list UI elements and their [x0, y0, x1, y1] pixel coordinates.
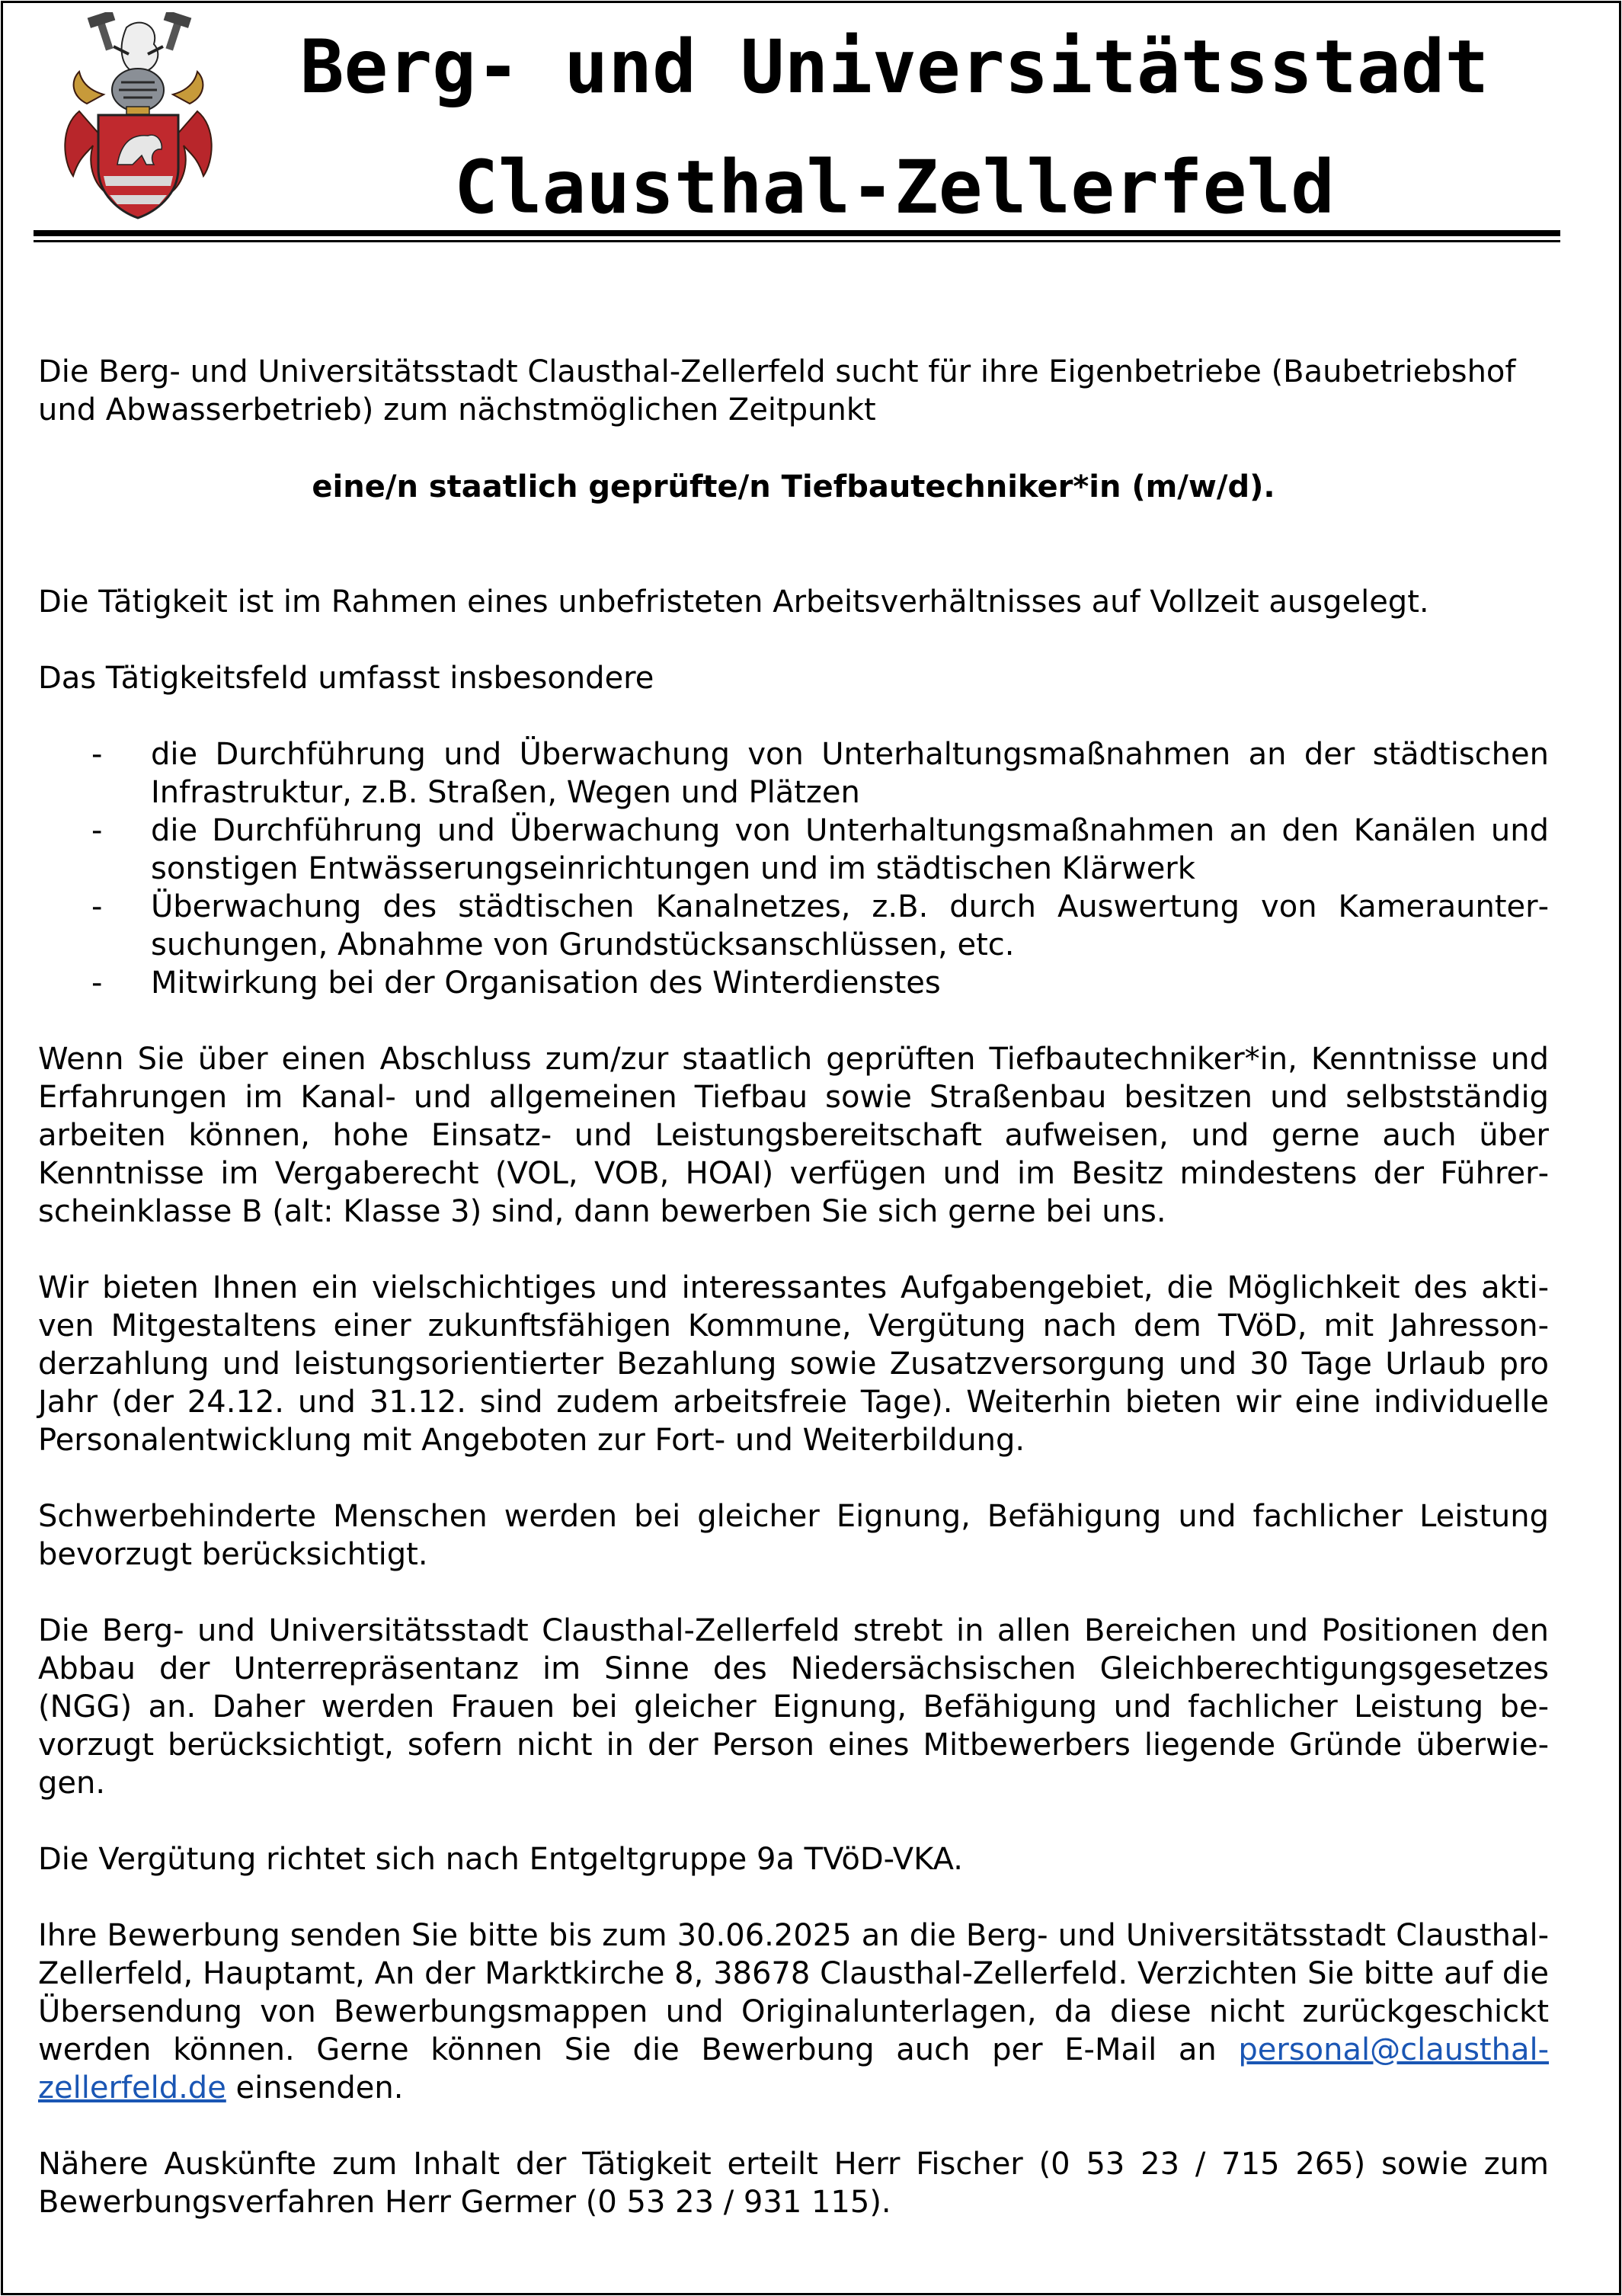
offer-paragraph: [38, 1269, 1549, 1459]
tasks-list-block: [38, 735, 1549, 1002]
task-text: die Durchführung und Überwachung von Unterhaltungsmaßnahmen an den Kanälen und sonstigen Entwässerungseinrichtungen und im städtischen Klärwerk: [151, 813, 1549, 886]
intro-text: Die Berg- und Universitätsstadt Clausthal-Zellerfeld sucht für ihre Eigenbetriebe (Baubetriebshof und Abwasserbetrieb) zum nächstmöglichen Zeitpunkt: [38, 354, 1516, 427]
disability-paragraph: [38, 1497, 1549, 1574]
tasks-intro-text: Das Tätigkeitsfeld umfasst insbesondere: [38, 661, 654, 696]
email-link[interactable]: personal@clausthal-zellerfeld.de: [38, 2032, 1550, 2105]
header-divider: [34, 230, 1560, 236]
application-suffix: einsenden.: [235, 2070, 404, 2105]
application-body: Ihre Bewerbung senden Sie bitte bis zum 30.06.2025 an die Berg- und Universitätsstadt Clausthal-Zellerfeld, Hauptamt, An der Marktkirche 8, 38678 Clausthal-Zellerfeld. Verzichten Sie bitte auf die Übersendung von Bewerbungsmappen und Originalunterlagen, da diese nicht zurückgeschickt werden können. Gerne können Sie die Bewerbung auch per E-Mail an: [38, 1918, 1549, 2067]
page-title-line-1: Berg- und Universitätsstadt: [299, 24, 1489, 110]
header-divider-thin: [34, 240, 1560, 242]
page-title-line-2: Clausthal-Zellerfeld: [454, 145, 1335, 230]
application-text: [38, 1917, 1549, 2107]
equality-paragraph: [38, 1612, 1549, 1802]
tasks-intro-paragraph: [38, 659, 1549, 697]
contact-paragraph: [38, 2145, 1549, 2221]
bullet-dash: -: [91, 813, 103, 848]
list-item: [38, 812, 1549, 888]
bullet-dash: -: [91, 737, 103, 772]
requirements-text: Wenn Sie über einen Abschluss zum/zur staatlich geprüften Tiefbautechniker*in, Kenntnisse und Erfahrungen im Kanal- und allgemeinen Tiefbau sowie Straßenbau besitzen und selbstständig arbeiten können, hohe Einsatz- und Leistungsbereitschaft aufweisen, und gerne auch über Kenntnisse im Vergaberecht (VOL, VOB, HOAI) verfügen und im Besitz mindestens der Führerscheinklasse B (alt: Klasse 3) sind, dann bewerben Sie sich gerne bei uns.: [38, 1042, 1549, 1229]
contact-text: Nähere Auskünfte zum Inhalt der Tätigkeit erteilt Herr Fischer (0 53 23 / 715 265) sowie zum Bewerbungsverfahren Herr Germer (0 53 23 / 931 115).: [38, 2147, 1549, 2220]
task-text: die Durchführung und Überwachung von Unterhaltungsmaßnahmen an der städtischen Infrastruktur, z.B. Straßen, Wegen und Plätzen: [151, 737, 1549, 810]
equality-text: Die Berg- und Universitätsstadt Clausthal-Zellerfeld strebt in allen Bereichen und Positionen den Abbau der Unterrepräsentanz im Sinne des Niedersächsischen Gleichberechtigungsgesetzes (NGG) an. Daher werden Frauen bei gleicher Eignung, Befähigung und fachlicher Leistung bevorzugt berücksichtigt, sofern nicht in der Person eines Mitbewerbers liegende Gründe überwiegen.: [38, 1613, 1549, 1801]
requirements-paragraph: [38, 1040, 1549, 1231]
application-paragraph: [38, 1917, 1549, 2107]
bullet-dash: -: [91, 965, 103, 1001]
tasks-list: [38, 735, 1549, 1002]
task-text: Überwachung des städtischen Kanalnetzes, z.B. durch Auswertung von Kamerauntersuchungen, Abnahme von Grundstücksanschlüssen, etc.: [151, 889, 1549, 962]
disability-text: Schwerbehinderte Menschen werden bei gleicher Eignung, Befähigung und fachlicher Leistung bevorzugt berücksichtigt.: [38, 1499, 1549, 1572]
page-frame: [1, 1, 1621, 2295]
list-item: [38, 735, 1549, 812]
list-item: [38, 888, 1549, 964]
offer-text: Wir bieten Ihnen ein vielschichtiges und interessantes Aufgabengebiet, die Möglichkeit des aktiven Mitgestaltens einer zukunftsfähigen Kommune, Vergütung nach dem TVöD, mit Jahressonderzahlung und leistungsorientierter Bezahlung sowie Zusatzversorgung und 30 Tage Urlaub pro Jahr (der 24.12. und 31.12. sind zudem arbeitsfreie Tage). Weiterhin bieten wir eine individuelle Personalentwicklung mit Angeboten zur Fort- und Weiterbildung.: [38, 1270, 1549, 1458]
position-heading: [38, 468, 1549, 506]
bullet-dash: -: [91, 889, 103, 924]
salary-paragraph: [38, 1840, 1549, 1878]
intro-paragraph: [38, 353, 1549, 429]
coat-of-arms-icon: [56, 12, 220, 222]
list-item: [38, 964, 1549, 1002]
position-title: eine/n staatlich geprüfte/n Tiefbautechniker*in (m/w/d).: [312, 469, 1275, 504]
employment-text: Die Tätigkeit ist im Rahmen eines unbefristeten Arbeitsverhältnisses auf Vollzeit ausgelegt.: [38, 584, 1429, 620]
task-text: Mitwirkung bei der Organisation des Winterdienstes: [151, 965, 941, 1001]
salary-text: Die Vergütung richtet sich nach Entgeltgruppe 9a TVöD-VKA.: [38, 1842, 964, 1877]
employment-paragraph: [38, 583, 1549, 621]
